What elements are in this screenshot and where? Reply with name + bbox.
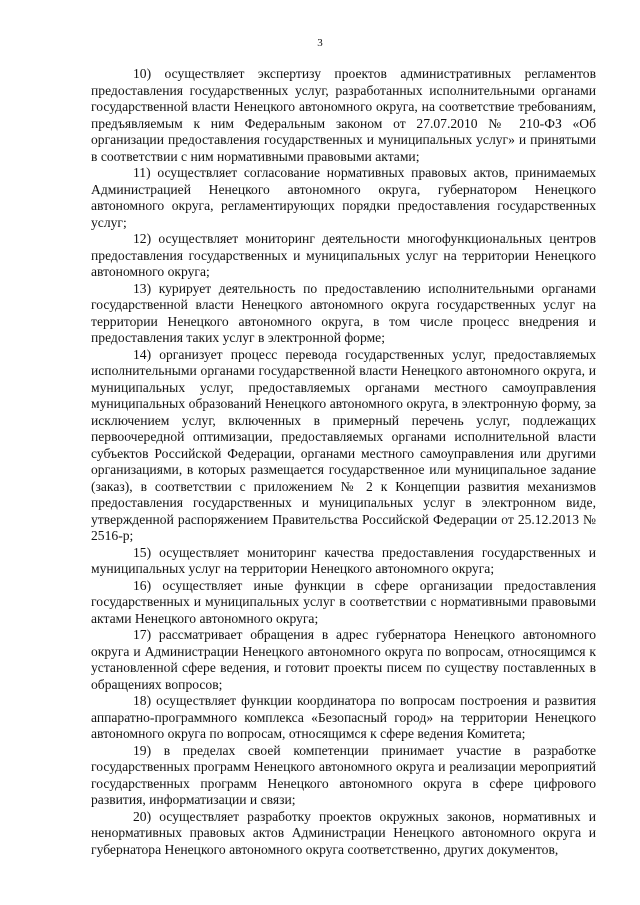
paragraph-item-11: 11) осуществляет согласование нормативных правовых актов, принимаемых Администрацией Ненецкого автономного округа, губернатором Ненецкого автономного округа, регламентирующих порядки предоставления государственных услуг; [91, 165, 596, 230]
document-body [91, 66, 596, 858]
paragraph-item-14: 14) организует процесс перевода государственных услуг, предоставляемых исполнительными органами государственной власти Ненецкого автономного округа, и муниципальных услуг, предоставляемых органами местного самоуправления муниципальных образований Ненецкого автономного округа, в электронную форму, за исключением услуг, включенных в примерный перечень услуг, подлежащих первоочередной оптимизации, предоставляемых органами исполнительной власти субъектов Российской Федерации, органами местного самоуправления или другими организациями, в которых размещается государственное или муниципальное задание (заказ), в соответствии с приложением № 2 к Концепции развития механизмов предоставления государственных и муниципальных услуг в электронном виде, утвержденной распоряжением Правительства Российской Федерации от 25.12.2013 № 2516-р; [91, 346, 596, 543]
paragraph-item-12: 12) осуществляет мониторинг деятельности многофункциональных центров предоставления государственных и муниципальных услуг на территории Ненецкого автономного округа; [91, 231, 596, 279]
paragraph-item-15: 15) осуществляет мониторинг качества предоставления государственных и муниципальных услуг на территории Ненецкого автономного округа; [91, 544, 596, 576]
paragraph-item-16: 16) осуществляет иные функции в сфере организации предоставления государственных и муниципальных услуг в соответствии с нормативными правовыми актами Ненецкого автономного округа; [91, 577, 596, 626]
paragraph-item-10: 10) осуществляет экспертизу проектов административных регламентов предоставления государственных услуг, разработанных исполнительными органами государственной власти Ненецкого автономного округа, на соответствие требованиям, предъявляемым к ним Федеральным законом от 27.07.2010 № 210-ФЗ «Об организации предоставления государственных и муниципальных услуг» и принятыми в соответствии с ним нормативными правовыми актами; [91, 66, 596, 164]
paragraph-item-20: 20) осуществляет разработку проектов окружных законов, нормативных и ненормативных правовых актов Администрации Ненецкого автономного округа и губернатора Ненецкого автономного округа соответственно, других документов, [91, 808, 596, 857]
paragraph-item-18: 18) осуществляет функции координатора по вопросам построения и развития аппаратно-программного комплекса «Безопасный город» на территории Ненецкого автономного округа по вопросам, относящимся к сфере ведения Комитета; [91, 693, 596, 741]
paragraph-item-19: 19) в пределах своей компетенции принимает участие в разработке государственных программ Ненецкого автономного округа и реализации мероприятий государственных программ Ненецкого автономного округа в сфере цифрового развития, информатизации и связи; [91, 742, 596, 807]
paragraph-item-13: 13) курирует деятельность по предоставлению исполнительными органами государственной власти Ненецкого автономного округа государственных услуг на территории Ненецкого автономного округа, в том числе процесс внедрения и предоставления таких услуг в электронной форме; [91, 280, 596, 345]
page-number: 3 [317, 37, 323, 49]
paragraph-item-17: 17) рассматривает обращения в адрес губернатора Ненецкого автономного округа и Администрации Ненецкого автономного округа по вопросам, относящимся к установленной сфере ведения, и готовит проекты писем по существу поставленных в обращениях вопросов; [91, 627, 596, 692]
